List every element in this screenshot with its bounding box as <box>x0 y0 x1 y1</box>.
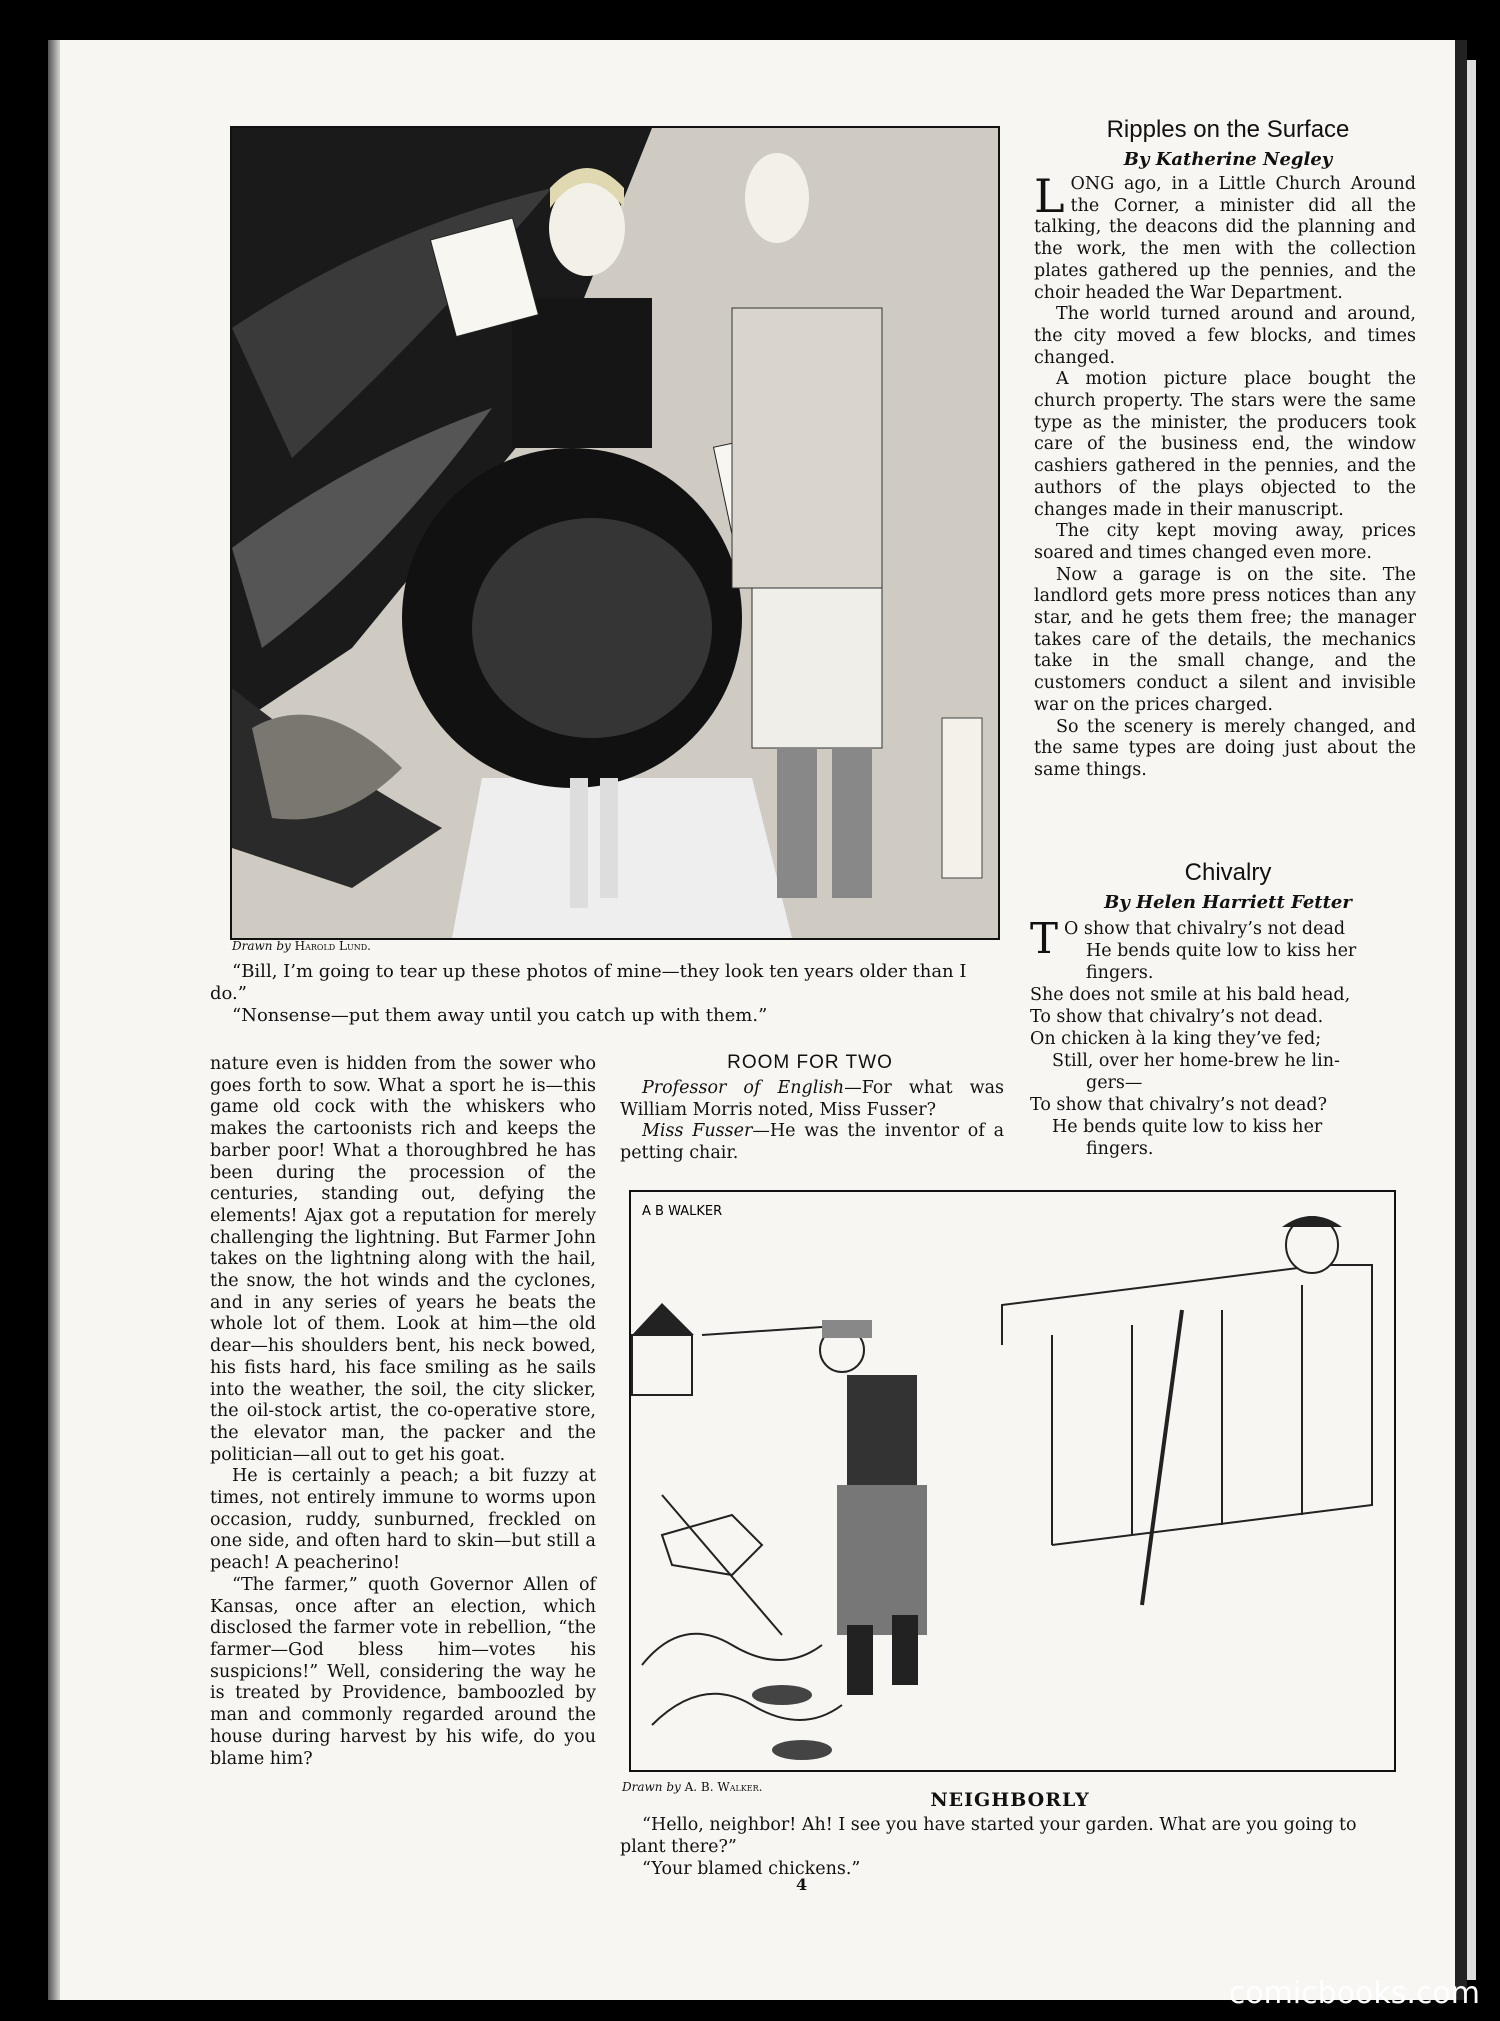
ripples-paragraph-1: LONG ago, in a Little Church Around the Corner, a minister did all the talking, the deacons did the planning and the work, the men with the collection plates gathered up the pennies, and the choir headed the War Department. <box>1034 169 1416 303</box>
illustration-1-caption <box>210 961 996 1027</box>
room-for-two-line-1: Professor of English—For what was William Morris noted, Miss Fusser? <box>620 1078 1004 1120</box>
ripples-article <box>1034 169 1416 782</box>
caption-line-1: “Bill, I’m going to tear up these photos of mine—they look ten years older than I do.” <box>210 961 967 1004</box>
farmer-paragraph-1: nature even is hidden from the sower who goes forth to sow. What a sport he is—this game old cock with the whiskers who makes the cartoonists rich and keeps the barber poor! What a thoroughbred he has been during the procession of the centuries, standing out, defying the elements! Ajax got a reputation for merely challenging the lightning. But Farmer John takes on the lightning along with the hail, the snow, the hot winds and the cyclones, and in any series of years he beats the whole lot of them. Look at him—the old dear—his shoulders bent, his neck bowed, his fists hard, his face smiling as he sails into the weather, the soil, the city slicker, the oil-stock artist, the co-operative store, the elevator man, the packer and the politician—all out to get his goat. <box>210 1054 596 1465</box>
room-for-two-line-2: Miss Fusser—He was the inventor of a petting chair. <box>620 1121 1004 1164</box>
next-page-edge <box>1467 60 1476 1980</box>
neighborly-title: NEIGHBORLY <box>930 1789 1090 1811</box>
poem-line: O show that chivalry’s not dead <box>1064 919 1346 939</box>
illustration-2-credit: Drawn by A. B. Walker. <box>622 1780 763 1794</box>
poem-line: gers— <box>1086 1073 1143 1093</box>
neighborly-line-1: “Hello, neighbor! Ah! I see you have started your garden. What are you going to plant there?” <box>620 1815 1357 1857</box>
ripples-paragraph-3: A motion picture place bought the church property. The stars were the same type as the minister, the producers took care of the business end, the window cashiers gathered in the pennies, and the authors of the plays objected to the changes made in their manuscript. <box>1034 369 1416 520</box>
ripples-dropcap: L <box>1034 169 1065 223</box>
couple-drawing <box>232 128 998 938</box>
illustration-couple-photos <box>230 126 1000 940</box>
neighborly-dialogue <box>620 1814 1405 1880</box>
room-for-two-dialogue <box>620 1078 1004 1165</box>
poem-line: He bends quite low to kiss her <box>1086 941 1357 961</box>
poem-line: He bends quite low to kiss her <box>1052 1117 1323 1137</box>
chivalry-poem <box>1030 914 1430 1160</box>
page-edge <box>1455 40 1467 2000</box>
ripples-paragraph-2: The world turned around and around, the city moved a few blocks, and times changed. <box>1034 304 1416 368</box>
caption-line-2: “Nonsense—put them away until you catch up with them.” <box>232 1005 768 1026</box>
artist-signature: A B WALKER <box>642 1204 723 1219</box>
poem-line: She does not smile at his bald head, <box>1030 985 1351 1005</box>
chivalry-byline: By Helen Harriett Fetter <box>1104 892 1352 913</box>
neighborly-line-2: “Your blamed chickens.” <box>642 1859 861 1879</box>
poem-line: To show that chivalry’s not dead. <box>1030 1007 1324 1027</box>
poem-line: Still, over her home-brew he lin- <box>1052 1051 1340 1071</box>
poem-line: fingers. <box>1086 963 1154 983</box>
ripples-title: Ripples on the Surface <box>1106 116 1350 143</box>
page-number: 4 <box>796 1875 808 1894</box>
ripples-byline: By Katherine Negley <box>1123 149 1333 170</box>
chivalry-dropcap: T <box>1030 914 1059 963</box>
garden-cartoon-drawing <box>622 1185 1402 1780</box>
illustration-neighbor-garden <box>622 1185 1402 1780</box>
ripples-paragraph-4: The city kept moving away, prices soared and times changed even more. <box>1034 521 1416 563</box>
chivalry-title: Chivalry <box>1184 859 1272 886</box>
illustration-1-credit: Drawn by Harold Lund. <box>232 939 371 953</box>
poem-line: fingers. <box>1086 1139 1154 1159</box>
farmer-paragraph-3: “The farmer,” quoth Governor Allen of Kansas, once after an election, which disclosed the farmer vote in rebellion, “the farmer—God bless him—votes his suspicions!” Well, considering the way he is treated by Providence, bamboozled by man and commonly regarded around the house during harvest by his wife, do you blame him? <box>210 1574 596 1769</box>
ripples-paragraph-5: Now a garage is on the site. The landlord gets more press notices than any star, and he gets them free; the manager takes care of the details, the mechanics take in the small change, and the customers conduct a silent and invisible war on the prices charged. <box>1034 564 1416 715</box>
room-for-two-title: ROOM FOR TWO <box>727 1052 893 1073</box>
poem-line: On chicken à la king they’ve fed; <box>1030 1029 1322 1049</box>
farmer-paragraph-2: He is certainly a peach; a bit fuzzy at times, not entirely immune to worms upon occasion, ruddy, sunburned, freckled on one side, and often hard to skin—but still a peach! A peacherino! <box>210 1466 596 1574</box>
ripples-paragraph-6: So the scenery is merely changed, and the same types are doing just about the same things. <box>1034 716 1416 780</box>
poem-line: To show that chivalry’s not dead? <box>1030 1095 1327 1115</box>
site-watermark: comicbooks.com <box>1228 1976 1480 2011</box>
farmer-article-column <box>210 1054 596 1770</box>
